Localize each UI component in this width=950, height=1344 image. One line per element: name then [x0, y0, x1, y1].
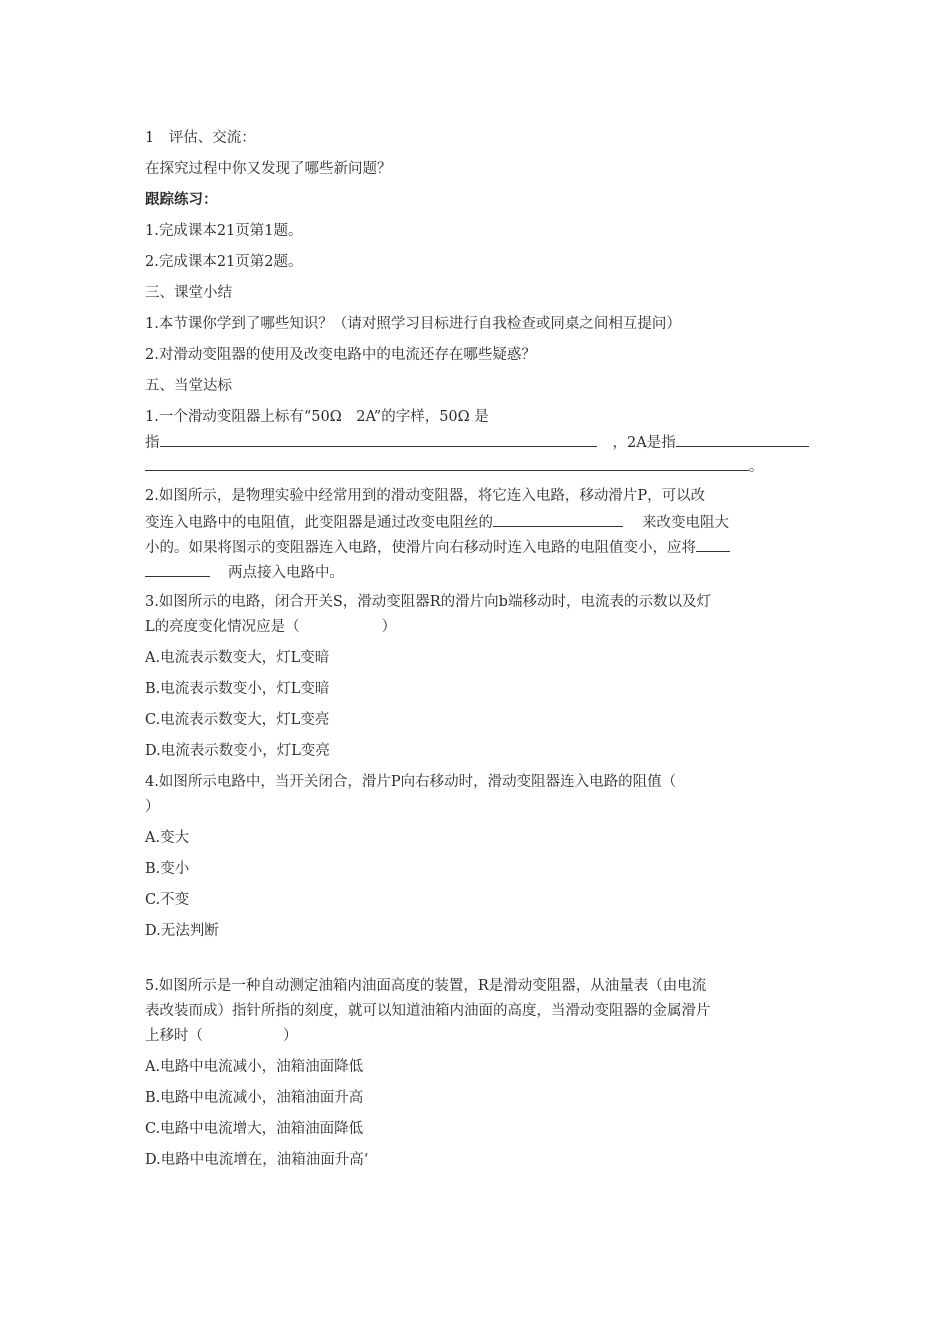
- q3-option-d: D.电流表示数变小，灯L变亮: [145, 743, 330, 759]
- q2-line-1: 2.如图所示，是物理实验中经常用到的滑动变阻器，将它连入电路，移动滑片P，可以改: [145, 488, 706, 504]
- summary-title: 三、课堂小结: [145, 285, 232, 301]
- q2-suffix: 来改变电阻大: [642, 515, 729, 531]
- q1-blank-3[interactable]: [145, 455, 749, 471]
- q5-line-3: [145, 1026, 298, 1046]
- q2-blank-2a[interactable]: [696, 536, 730, 552]
- q1-prefix: 指: [145, 435, 160, 451]
- q1-blank-2[interactable]: [676, 431, 809, 447]
- q2-line-4: [145, 561, 344, 583]
- summary-item-1: 1.本节课你学到了哪些知识？（请对照学习目标进行自我检查或同桌之间相互提问）: [145, 316, 681, 332]
- tracking-title: 跟踪练习：: [145, 191, 218, 208]
- eval-title: 1 评估、交流：: [145, 130, 256, 146]
- tracking-item-1: 1.完成课本21页第1题。: [145, 223, 303, 239]
- q4-line-2: ）: [145, 799, 160, 815]
- q5-option-b: B.电路中电流减小，油箱油面升高: [145, 1090, 364, 1106]
- q2-end: 两点接入电路中。: [228, 565, 344, 581]
- q5-option-d: D.电路中电流增在，油箱油面升高‘: [145, 1152, 369, 1168]
- q5-line-1: 5.如图所示是一种自动测定油箱内油面高度的装置，R是滑动变阻器，从油量表（由电流: [145, 978, 707, 994]
- eval-question: 在探究过程中你又发现了哪些新问题？: [145, 161, 392, 177]
- summary-item-2: 2.对滑动变阻器的使用及改变电路中的电流还存在哪些疑惑？: [145, 347, 536, 363]
- q2-prefix: 变连入电路中的电阻值，此变阻器是通过改变电阻丝的: [145, 515, 493, 531]
- q5-line-2: 表改装而成）指针所指的刻度，就可以知道油箱内油面的高度，当滑动变阻器的金属滑片: [145, 1003, 711, 1019]
- q2-text: 小的。如果将图示的变阻器连入电路，使滑片向右移动时连入电路的电阻值变小，应将: [145, 540, 696, 556]
- q3-option-c: C.电流表示数变大，灯L变亮: [145, 712, 330, 728]
- q4-option-a: A.变大: [145, 830, 190, 846]
- q1-line-1: 1.一个滑动变阻器上标有“50Ω 2A”的字样，50Ω 是: [145, 409, 489, 425]
- q1-line-2: [145, 431, 809, 453]
- q5-option-a: A.电路中电流减小，油箱油面降低: [145, 1059, 364, 1075]
- q2-blank-1[interactable]: [493, 511, 623, 527]
- target-title: 五、当堂达标: [145, 378, 232, 394]
- q1-blank-1[interactable]: [160, 431, 597, 447]
- q3-line-1: 3.如图所示的电路，闭合开关S，滑动变阻器R的滑片向b端移动时，电流表的示数以及灯: [145, 594, 711, 610]
- q4-option-b: B.变小: [145, 861, 190, 877]
- q3-line-2: [145, 617, 396, 637]
- q3-option-a: A.电流表示数变大，灯L变暗: [145, 650, 330, 666]
- q3-stem: L的亮度变化情况应是（: [145, 619, 300, 635]
- q1-mid: ，2A是指: [612, 435, 676, 451]
- q3-option-b: B.电流表示数变小，灯L变暗: [145, 681, 330, 697]
- q4-option-c: C.不变: [145, 892, 190, 908]
- q1-end: 。: [749, 459, 764, 475]
- q2-line-2: [145, 511, 729, 533]
- q5-stem: 上移时（: [145, 1028, 203, 1044]
- q4-line-1: 4.如图所示电路中，当开关闭合，滑片P向右移动时，滑动变阻器连入电路的阻值（: [145, 774, 677, 790]
- q2-line-3: [145, 536, 730, 558]
- tracking-item-2: 2.完成课本21页第2题。: [145, 254, 303, 270]
- q3-paren-end: ）: [381, 619, 397, 635]
- q2-blank-2b[interactable]: [145, 561, 210, 577]
- q5-paren-end: ）: [283, 1028, 298, 1044]
- q5-option-c: C.电路中电流增大，油箱油面降低: [145, 1121, 364, 1137]
- q1-line-3: [145, 455, 764, 477]
- q4-option-d: D.无法判断: [145, 923, 219, 939]
